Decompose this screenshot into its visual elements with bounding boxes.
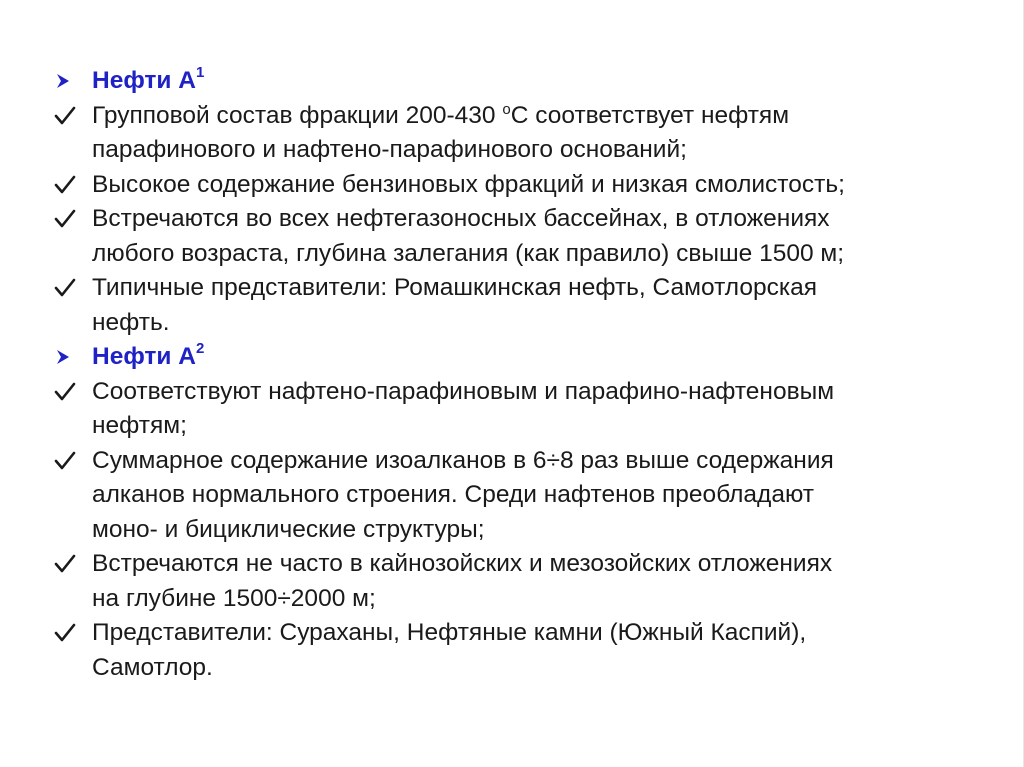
list-item-line: Высокое содержание бензиновых фракций и низкая смолистость; [92, 170, 845, 198]
list-item [50, 375, 980, 444]
list-item-line: Суммарное содержание изоалканов в 6÷8 раз выше содержания [92, 446, 834, 474]
checkmark-icon [52, 168, 84, 203]
list-item-line: любого возраста, глубина залегания (как правило) свыше 1500 м; [92, 239, 845, 267]
list-item-line: парафинового и нафтено-парафинового оснований; [92, 136, 687, 163]
list-item-line: Встречаются во всех нефтегазоносных бассейнах, в отложениях [92, 205, 830, 232]
degree-mark: о [502, 100, 511, 118]
list-item [50, 168, 980, 203]
list-item-line: алканов нормального строения. Среди нафтенов преобладают [92, 481, 815, 508]
checkmark-icon [52, 444, 84, 479]
list-item-line: моно- и бициклические структуры; [92, 515, 485, 543]
checkmark-icon [52, 616, 84, 651]
checkmark-icon [52, 202, 84, 237]
heading-title-text: Нефти А [92, 343, 196, 370]
heading-superscript: 1 [196, 63, 205, 81]
heading-superscript: 2 [196, 339, 205, 357]
list-item [50, 271, 980, 340]
list-item-text: Групповой состав фракции 200-430 [92, 101, 503, 129]
heading-title [92, 339, 205, 370]
list-item [50, 547, 980, 616]
slide-content [50, 64, 980, 685]
arrow-bullet-icon [52, 340, 84, 375]
checkmark-icon [52, 375, 84, 410]
checkmark-icon [52, 271, 84, 306]
list-item-line: Встречаются не часто в кайнозойских и мезозойских отложениях [92, 550, 833, 577]
list-item [50, 444, 980, 548]
list-item-line: на глубине 1500÷2000 м; [92, 584, 376, 612]
checkmark-icon [52, 547, 84, 582]
heading-title [92, 63, 205, 94]
list-item-line: нефть. [92, 308, 170, 336]
checkmark-icon [52, 99, 84, 134]
list-item-line: Типичные представители: Ромашкинская нефть, Самотлорская [92, 274, 817, 301]
list-item [50, 202, 980, 271]
list-item-line: Представители: Сураханы, Нефтяные камни (Южный Каспий), [92, 619, 807, 646]
list-item-line: Соответствуют нафтено-парафиновым и парафино-нафтеновым [92, 377, 835, 405]
list-item-line: Самотлор. [92, 653, 213, 681]
arrow-bullet-icon [52, 64, 84, 99]
list-item-line: нефтям; [92, 412, 187, 439]
list-item [50, 99, 980, 168]
list-item-text: С соответствует нефтям [510, 101, 790, 129]
section-heading-a1 [50, 64, 980, 99]
list-item [50, 616, 980, 685]
list-item-line [92, 99, 980, 134]
section-heading-a2 [50, 340, 980, 375]
heading-title-text: Нефти А [92, 67, 196, 94]
